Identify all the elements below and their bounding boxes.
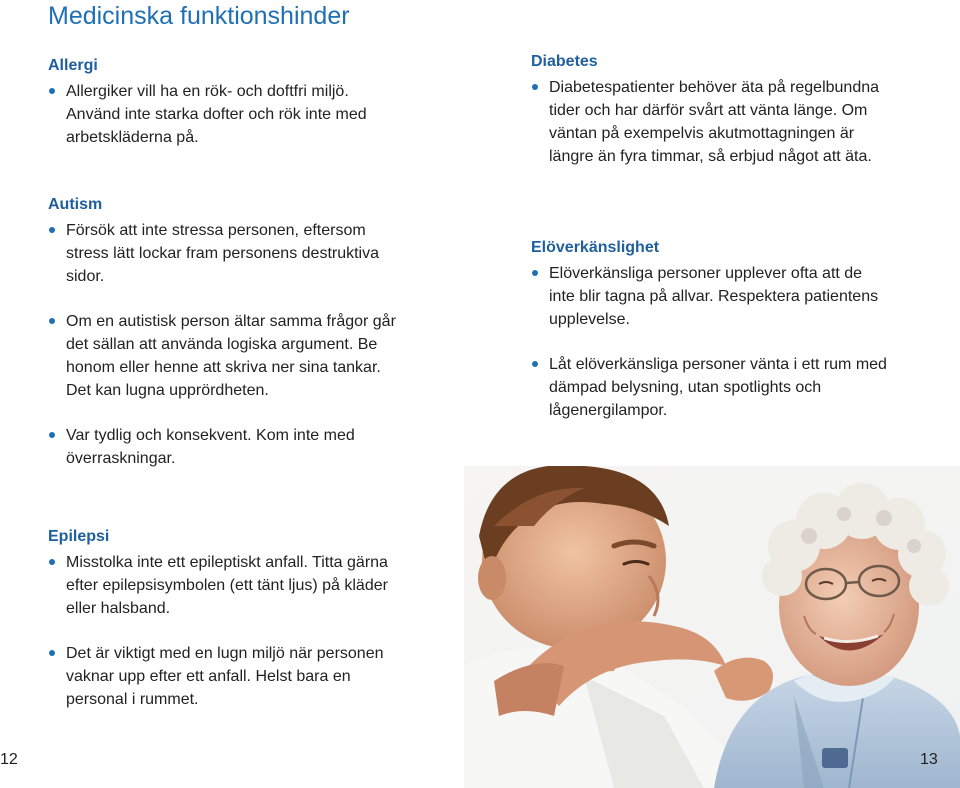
page-number-left: 12 xyxy=(0,751,18,768)
page-number-right: 13 xyxy=(920,751,938,768)
section-eloverkanslighet xyxy=(531,238,891,422)
photo-caregiver-and-patient xyxy=(464,466,960,788)
list-item xyxy=(48,424,398,470)
bullet-list xyxy=(48,219,398,470)
list-item-text: Låt elöverkänsliga personer vänta i ett rum med dämpad belysning, utan spotlights och lågenergilampor. xyxy=(549,356,887,419)
list-item-text: Var tydlig och konsekvent. Kom inte med överraskningar. xyxy=(66,427,355,467)
list-item xyxy=(48,310,398,402)
section-epilepsi xyxy=(48,527,398,711)
list-item-text: Försök att inte stressa personen, eftersom stress lätt lockar fram personens destruktiva sidor. xyxy=(66,222,380,285)
photo-illustration xyxy=(464,466,960,788)
bullet-list xyxy=(531,76,881,168)
list-item xyxy=(48,80,398,149)
section-heading: Allergi xyxy=(48,57,98,74)
section-heading: Epilepsi xyxy=(48,528,110,545)
bullet-list xyxy=(531,262,891,422)
list-item xyxy=(48,551,398,620)
section-autism xyxy=(48,195,398,470)
list-item xyxy=(48,219,398,288)
list-item xyxy=(48,642,398,711)
section-heading: Elöverkänslighet xyxy=(531,239,660,256)
list-item-text: Allergiker vill ha en rök- och doftfri miljö. Använd inte starka dofter och rök inte med arbetskläderna på. xyxy=(66,83,367,146)
section-heading: Autism xyxy=(48,196,103,213)
list-item-text: Om en autistisk person ältar samma frågor går det sällan att använda logiska argument. Be honom eller henne att skriva ner sina tankar. Det kan lugna upprördheten. xyxy=(66,313,396,399)
list-item-text: Misstolka inte ett epileptiskt anfall. Titta gärna efter epilepsisymbolen (ett tänt ljus) på kläder eller halsband. xyxy=(66,554,388,617)
section-heading: Diabetes xyxy=(531,53,598,70)
list-item-text: Elöverkänsliga personer upplever ofta att de inte blir tagna på allvar. Respektera patientens upplevelse. xyxy=(549,265,879,328)
bullet-list xyxy=(48,551,398,711)
list-item-text: Det är viktigt med en lugn miljö när personen vaknar upp efter ett anfall. Helst bara en personal i rummet. xyxy=(66,645,384,708)
list-item xyxy=(531,76,881,168)
list-item xyxy=(531,353,891,422)
list-item-text: Diabetespatienter behöver äta på regelbundna tider och har därför svårt att vänta länge. Om väntan på exempelvis akutmottagningen är längre än fyra timmar, så erbjud något att äta. xyxy=(549,79,880,165)
list-item xyxy=(531,262,891,331)
section-allergi xyxy=(48,56,398,149)
page-title: Medicinska funktionshinder xyxy=(48,2,350,30)
section-diabetes xyxy=(531,52,881,168)
bullet-list xyxy=(48,80,398,149)
